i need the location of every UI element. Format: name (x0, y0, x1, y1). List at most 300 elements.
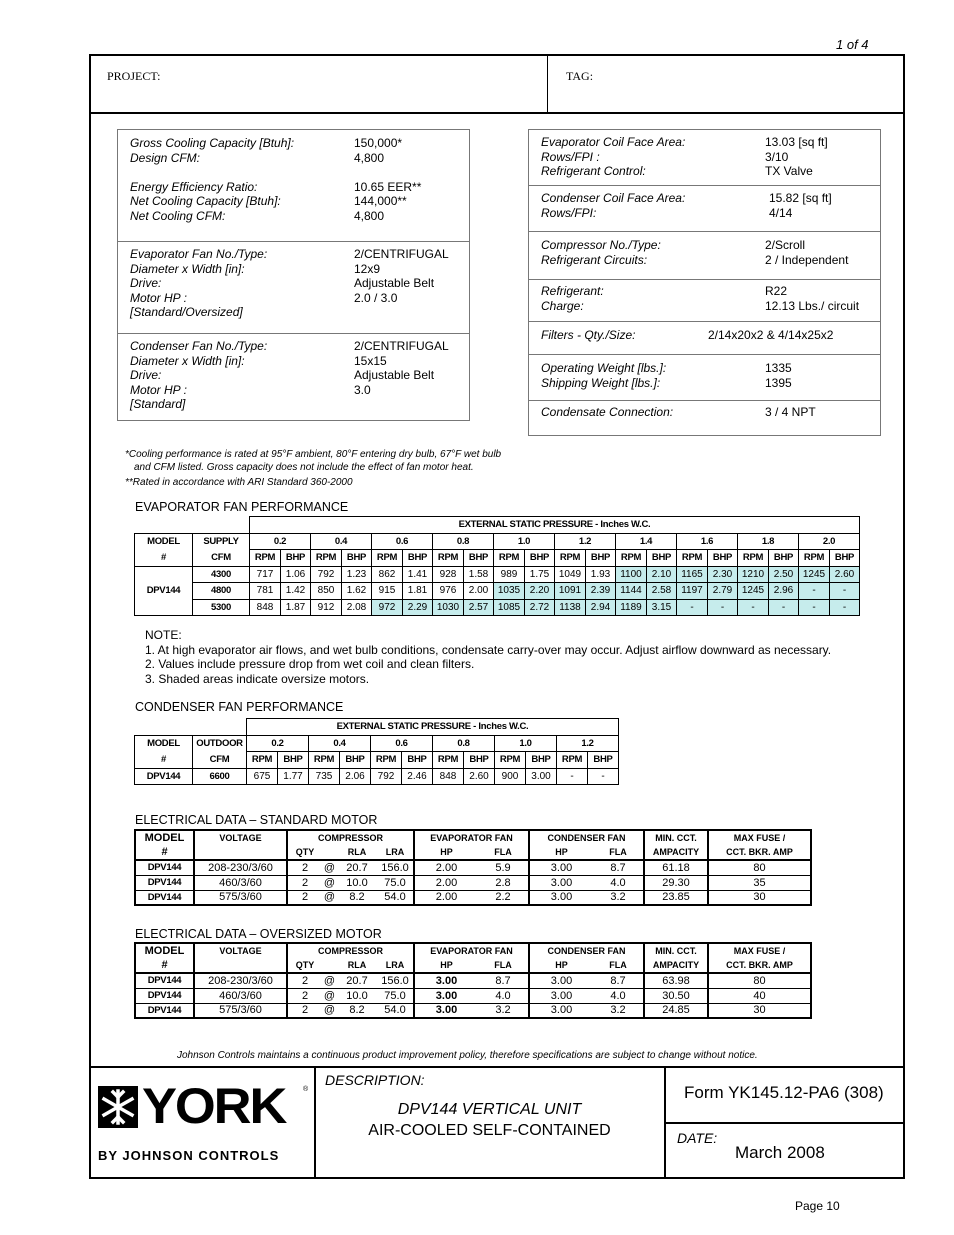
york-subtitle: BY JOHNSON CONTROLS (98, 1148, 280, 1163)
spec-row (118, 368, 469, 383)
spec-label: Net Cooling Capacity [Btuh]: (130, 194, 281, 208)
spec-row (529, 299, 880, 314)
bhp-header: BHP (403, 550, 433, 567)
evap-fan-header: EVAPORATOR FAN (414, 943, 529, 958)
perf-cell: 2.50 (769, 566, 799, 583)
footnote-line: and CFM listed. Gross capacity does not include the effect of fan motor heat. (134, 461, 474, 473)
data-cell: 3.00 (529, 1003, 593, 1018)
elec-std-table (134, 829, 812, 906)
notes-block (145, 628, 831, 686)
perf-cell: 862 (372, 566, 403, 583)
model-cell: DPV144 (135, 988, 194, 1003)
rpm-header: RPM (433, 752, 464, 769)
bhp-header: BHP (525, 550, 555, 567)
fla-header: FLA (593, 958, 644, 973)
perf-cell: 2.30 (708, 566, 738, 583)
data-cell: 2.00 (414, 890, 478, 905)
perf-cell: - (799, 599, 830, 616)
perf-cell: 2.57 (464, 599, 494, 616)
spec-value: Adjustable Belt (354, 276, 435, 290)
data-cell: 75.0 (377, 988, 414, 1003)
elec-std-title: ELECTRICAL DATA – STANDARD MOTOR (135, 813, 378, 827)
spec-row (529, 328, 880, 343)
data-cell: 156.0 (377, 973, 414, 988)
spec-label: Compressor No./Type: (541, 238, 661, 252)
model-header: MODEL (135, 735, 193, 752)
page-counter: 1 of 4 (836, 37, 869, 52)
bhp-header: BHP (526, 752, 557, 769)
perf-cell: 848 (250, 599, 281, 616)
perf-cell: 2.20 (525, 583, 555, 600)
perf-cell: 1.42 (281, 583, 311, 600)
data-cell: 40 (708, 988, 811, 1003)
table-cell (193, 719, 247, 736)
spec-label: Refrigerant Control: (541, 164, 646, 178)
data-cell: 20.7 (337, 860, 377, 875)
data-cell: 10.0 (337, 875, 377, 890)
blank-cell (322, 958, 337, 973)
table-row (135, 533, 860, 550)
cfm-cell: 6600 (193, 768, 247, 785)
bhp-header: BHP (586, 550, 616, 567)
evap-fan-table (134, 516, 860, 616)
description-label: DESCRIPTION: (325, 1072, 425, 1088)
data-cell: @ (323, 861, 336, 874)
spec-row (118, 354, 469, 369)
hp-header: HP (414, 958, 478, 973)
registered-mark: ® (303, 1086, 309, 1093)
data-cell: 2.2 (478, 890, 529, 905)
perf-cell: 1.41 (403, 566, 433, 583)
perf-cell: 2.60 (830, 566, 860, 583)
rpm-header: RPM (616, 550, 647, 567)
spec-label: Evaporator Coil Face Area: (541, 135, 686, 149)
spec-value: 2/Scroll (765, 238, 806, 252)
spec-label: Condenser Coil Face Area: (541, 191, 686, 205)
data-cell: 575/3/60 (194, 1003, 287, 1018)
perf-cell: - (830, 583, 860, 600)
data-cell: 2.00 (414, 860, 478, 875)
condensate-section (529, 401, 880, 435)
perf-cell: 792 (311, 566, 342, 583)
cond-fan-header: CONDENSER FAN (529, 943, 644, 958)
note-line: 2. Values include pressure drop from wet coil and clean filters. (145, 657, 475, 671)
bhp-header: BHP (342, 550, 372, 567)
compressor-section (529, 232, 880, 280)
data-cell: 460/3/60 (194, 988, 287, 1003)
table-row (135, 566, 860, 583)
spec-value: 144,000** (354, 194, 407, 208)
weight-section (529, 355, 880, 401)
pressure-header: 0.2 (247, 735, 309, 752)
voltage-header: VOLTAGE (194, 943, 287, 958)
spec-label: Diameter x Width [in]: (130, 353, 245, 368)
perf-cell: 1.93 (586, 566, 616, 583)
lra-header: LRA (377, 958, 414, 973)
max-fuse-header: MAX FUSE / (708, 943, 811, 958)
spec-label: [Standard] (130, 397, 186, 411)
data-cell: 3.00 (414, 1003, 478, 1018)
spec-label: Drive: (130, 276, 162, 290)
spec-label: Condensate Connection: (541, 405, 674, 419)
spec-row (529, 361, 880, 376)
model-cell: DPV144 (135, 566, 193, 616)
spec-label: Operating Weight [lbs.]: (541, 361, 667, 375)
spec-value: 150,000* (354, 136, 403, 150)
perf-cell: - (799, 583, 830, 600)
perf-cell: 2.60 (464, 768, 495, 785)
perf-cell: 1165 (677, 566, 708, 583)
rpm-header: RPM (495, 752, 526, 769)
data-cell: 3.2 (478, 1003, 529, 1018)
pressure-header: 1.8 (738, 533, 799, 550)
esp-header: EXTERNAL STATIC PRESSURE - Inches W.C. (250, 517, 860, 534)
compressor-header: COMPRESSOR (287, 943, 414, 958)
spec-value: 2.0 / 3.0 (354, 290, 398, 305)
perf-cell: - (830, 599, 860, 616)
cct-bkr-header: CCT. BKR. AMP (708, 958, 811, 973)
blank-cell (194, 845, 287, 860)
right-spec-box (528, 129, 881, 436)
perf-cell: 2.96 (769, 583, 799, 600)
perf-cell: 2.46 (402, 768, 433, 785)
spec-row (118, 151, 469, 166)
rpm-header: RPM (557, 752, 588, 769)
data-cell: 8.7 (478, 973, 529, 988)
spec-value: 12.13 Lbs./ circuit (765, 298, 860, 313)
perf-cell: - (557, 768, 588, 785)
bhp-header: BHP (402, 752, 433, 769)
data-cell: 2 (287, 1003, 322, 1018)
date-value: March 2008 (735, 1143, 825, 1162)
perf-cell: 1189 (616, 599, 647, 616)
spec-value: 3/10 (765, 149, 789, 164)
tag-label: TAG: (566, 69, 594, 83)
model-header: MODEL (144, 832, 185, 844)
data-cell: 23.85 (644, 890, 708, 905)
rpm-header: RPM (372, 550, 403, 567)
data-cell: @ (323, 974, 336, 987)
spec-value: Adjustable Belt (354, 368, 435, 382)
model-header: MODEL (135, 533, 193, 550)
pressure-header: 0.2 (250, 533, 311, 550)
data-cell: 3.00 (529, 973, 593, 988)
spec-row (529, 284, 880, 299)
perf-cell: 2.00 (464, 583, 494, 600)
spec-label: Condenser Fan No./Type: (130, 339, 268, 353)
perf-cell: 3.00 (526, 768, 557, 785)
cond-fan-table (134, 718, 619, 785)
pressure-header: 0.8 (433, 533, 494, 550)
cond-fan-header: CONDENSER FAN (529, 830, 644, 845)
supply-header: SUPPLY (193, 533, 250, 550)
bhp-header: BHP (278, 752, 309, 769)
perf-cell: - (588, 768, 619, 785)
perf-cell: 1245 (799, 566, 830, 583)
data-cell: 24.85 (644, 1003, 708, 1018)
perf-cell: 2.06 (340, 768, 371, 785)
esp-header: EXTERNAL STATIC PRESSURE - Inches W.C. (247, 719, 619, 736)
data-cell: 208-230/3/60 (194, 860, 287, 875)
spec-row (118, 247, 469, 262)
perf-cell: 1.87 (281, 599, 311, 616)
date-label: DATE: (677, 1130, 718, 1146)
rpm-header: RPM (433, 550, 464, 567)
pressure-header: 1.6 (677, 533, 738, 550)
bhp-header: BHP (281, 550, 311, 567)
spec-row (118, 209, 469, 224)
pressure-header: 1.2 (557, 735, 619, 752)
table-row (135, 890, 811, 905)
rpm-header: RPM (494, 550, 525, 567)
perf-cell: 792 (371, 768, 402, 785)
data-cell: 2 (287, 860, 322, 875)
spec-value: 4,800 (354, 150, 385, 165)
perf-cell: 928 (433, 566, 464, 583)
model-header: # (135, 845, 194, 860)
spec-row (118, 339, 469, 354)
spec-row (529, 238, 880, 253)
data-cell: 3.00 (529, 860, 593, 875)
spec-row (118, 305, 469, 320)
perf-cell: 3.15 (647, 599, 677, 616)
data-cell: 4.0 (593, 875, 644, 890)
rpm-header: RPM (799, 550, 830, 567)
perf-cell: 1.23 (342, 566, 372, 583)
data-cell: 54.0 (377, 1003, 414, 1018)
ampacity-header: AMPACITY (644, 958, 708, 973)
spec-label: Motor HP : (130, 290, 187, 305)
spec-label: Filters - Qty./Size: (541, 328, 636, 342)
table-row (135, 845, 811, 860)
cct-bkr-header: CCT. BKR. AMP (708, 845, 811, 860)
spec-row (118, 291, 469, 306)
perf-cell: 972 (372, 599, 403, 616)
spec-row (118, 397, 469, 412)
pressure-header: 1.0 (494, 533, 555, 550)
table-row (135, 735, 619, 752)
perf-cell: 2.29 (403, 599, 433, 616)
perf-cell: - (738, 599, 769, 616)
ampacity-header: AMPACITY (644, 845, 708, 860)
perf-cell: 1035 (494, 583, 525, 600)
spec-row (529, 135, 880, 150)
perf-cell: 675 (247, 768, 278, 785)
blank-cell (322, 845, 337, 860)
table-row (135, 583, 860, 600)
disclaimer: Johnson Controls maintains a continuous product improvement policy, therefore specifications are subject to change without notice. (177, 1050, 758, 1061)
spec-label: Refrigerant Circuits: (541, 252, 648, 267)
bhp-header: BHP (708, 550, 738, 567)
data-cell: 2.00 (414, 875, 478, 890)
page-number: Page 10 (795, 1199, 840, 1213)
spec-row (118, 136, 469, 151)
spec-value: 3.0 (354, 382, 371, 397)
data-cell: 575/3/60 (194, 890, 287, 905)
left-spec-box (117, 129, 470, 421)
perf-cell: 1049 (555, 566, 586, 583)
data-cell: 54.0 (377, 890, 414, 905)
model-cell: DPV144 (135, 768, 193, 785)
filters-section (529, 322, 880, 355)
description-line1: DPV144 VERTICAL UNIT (397, 1101, 582, 1118)
perf-cell: 2.58 (647, 583, 677, 600)
perf-cell: 848 (433, 768, 464, 785)
bhp-header: BHP (588, 752, 619, 769)
perf-cell: 912 (311, 599, 342, 616)
spec-label: Rows/FPI: (541, 205, 597, 220)
data-cell: @ (323, 891, 336, 904)
evaporator-fan-section (118, 242, 469, 334)
spec-value: 2/14x20x2 & 4/14x25x2 (708, 328, 834, 342)
min-cct-header: MIN. CCT. (644, 830, 708, 845)
perf-cell: 1.06 (281, 566, 311, 583)
spec-value: 3 / 4 NPT (765, 405, 816, 419)
perf-cell: 915 (372, 583, 403, 600)
perf-cell: 1245 (738, 583, 769, 600)
perf-cell: - (677, 599, 708, 616)
spec-label: Gross Cooling Capacity [Btuh]: (130, 136, 295, 150)
spec-value: 2/CENTRIFUGAL (354, 247, 449, 261)
project-label: PROJECT: (107, 69, 161, 83)
data-cell: 3.00 (529, 988, 593, 1003)
outdoor-header: OUTDOOR (193, 735, 247, 752)
table-row (135, 860, 811, 875)
bhp-header: BHP (464, 550, 494, 567)
spec-value: 13.03 [sq ft] (765, 135, 828, 149)
table-row (135, 768, 619, 785)
data-cell: 3.00 (414, 973, 478, 988)
bhp-header: BHP (830, 550, 860, 567)
model-cell: DPV144 (135, 890, 194, 905)
rla-header: RLA (337, 845, 377, 860)
data-cell: 2 (287, 875, 322, 890)
footer-separator (91, 1066, 903, 1068)
data-cell: 3.00 (529, 890, 593, 905)
data-cell: 2 (287, 973, 322, 988)
note-line: 3. Shaded areas indicate oversize motors. (145, 671, 370, 686)
cond-fan-title: CONDENSER FAN PERFORMANCE (135, 700, 344, 714)
data-cell: 3.2 (593, 1003, 644, 1018)
york-wordmark: YORK (142, 1078, 286, 1134)
spec-value: TX Valve (765, 164, 813, 178)
perf-cell: - (708, 599, 738, 616)
hp-header: HP (529, 958, 593, 973)
bhp-header: BHP (464, 752, 495, 769)
data-cell: 63.98 (644, 973, 708, 988)
perf-cell: 989 (494, 566, 525, 583)
table-row (135, 599, 860, 616)
spec-value: 4,800 (354, 208, 385, 223)
data-cell: 156.0 (377, 860, 414, 875)
snowflake-icon (98, 1086, 138, 1128)
fla-header: FLA (593, 845, 644, 860)
qty-header: QTY (287, 845, 322, 860)
spec-value: 15x15 (354, 353, 387, 368)
table-cell (135, 719, 193, 736)
data-cell: 4.0 (593, 988, 644, 1003)
spec-value: 2 / Independent (765, 252, 849, 267)
header-divider (547, 56, 548, 112)
perf-cell: 735 (309, 768, 340, 785)
spec-value: 4/14 (769, 205, 793, 220)
spec-label: Net Cooling CFM: (130, 208, 226, 223)
perf-cell: 1144 (616, 583, 647, 600)
data-cell: 29.30 (644, 875, 708, 890)
perf-cell: 1030 (433, 599, 464, 616)
perf-cell: 2.72 (525, 599, 555, 616)
spec-label: Drive: (130, 368, 162, 382)
spec-row (118, 383, 469, 398)
spec-row (529, 253, 880, 268)
pressure-header: 0.6 (372, 533, 433, 550)
cfm-cell: 5300 (193, 599, 250, 616)
spec-row (529, 405, 880, 420)
elec-over-title: ELECTRICAL DATA – OVERSIZED MOTOR (135, 927, 382, 941)
spec-value: 1395 (765, 375, 792, 390)
spec-value: 1335 (765, 361, 792, 375)
perf-cell: 1091 (555, 583, 586, 600)
data-cell: @ (323, 989, 336, 1002)
spec-row (529, 206, 880, 221)
table-row (135, 517, 860, 534)
data-cell: 61.18 (644, 860, 708, 875)
data-cell: 8.2 (337, 890, 377, 905)
spec-row (529, 376, 880, 391)
spec-label: Evaporator Fan No./Type: (130, 247, 268, 261)
data-cell: 3.2 (593, 890, 644, 905)
fla-header: FLA (478, 845, 529, 860)
spec-row (118, 276, 469, 291)
spec-label: Shipping Weight [lbs.]: (541, 375, 661, 390)
table-row (135, 988, 811, 1003)
spec-label: Rows/FPI : (541, 149, 600, 164)
condenser-fan-section (118, 334, 469, 420)
model-header: MODEL (144, 945, 185, 957)
data-cell: 10.0 (337, 988, 377, 1003)
rpm-header: RPM (371, 752, 402, 769)
hp-header: HP (414, 845, 478, 860)
pressure-header: 0.4 (311, 533, 372, 550)
evap-fan-header: EVAPORATOR FAN (414, 830, 529, 845)
cooling-footnote (125, 449, 501, 490)
spec-label: Refrigerant: (541, 284, 604, 298)
spec-value: 10.65 EER** (354, 179, 422, 194)
evaporator-coil-section (529, 130, 880, 186)
table-row (135, 958, 811, 973)
data-cell: 30 (708, 890, 811, 905)
model-cell: DPV144 (135, 860, 194, 875)
perf-cell: 2.94 (586, 599, 616, 616)
rpm-header: RPM (738, 550, 769, 567)
spec-label: Charge: (541, 298, 584, 313)
spec-label: Design CFM: (130, 150, 201, 165)
data-cell: 2 (287, 988, 322, 1003)
condenser-coil-section (529, 186, 880, 232)
pressure-header: 2.0 (799, 533, 860, 550)
spec-label: [Standard/Oversized] (130, 305, 243, 319)
spec-row (529, 150, 880, 165)
data-cell: 8.7 (593, 973, 644, 988)
perf-cell: 1138 (555, 599, 586, 616)
perf-cell: 2.79 (708, 583, 738, 600)
note-line: 1. At high evaporator air flows, and wet bulb conditions, condensate carry-over may occur. Adjust airflow downward as necessary. (145, 642, 832, 657)
rpm-header: RPM (311, 550, 342, 567)
data-cell: 20.7 (337, 973, 377, 988)
perf-cell: 976 (433, 583, 464, 600)
bhp-header: BHP (769, 550, 799, 567)
cfm-cell: 4300 (193, 566, 250, 583)
